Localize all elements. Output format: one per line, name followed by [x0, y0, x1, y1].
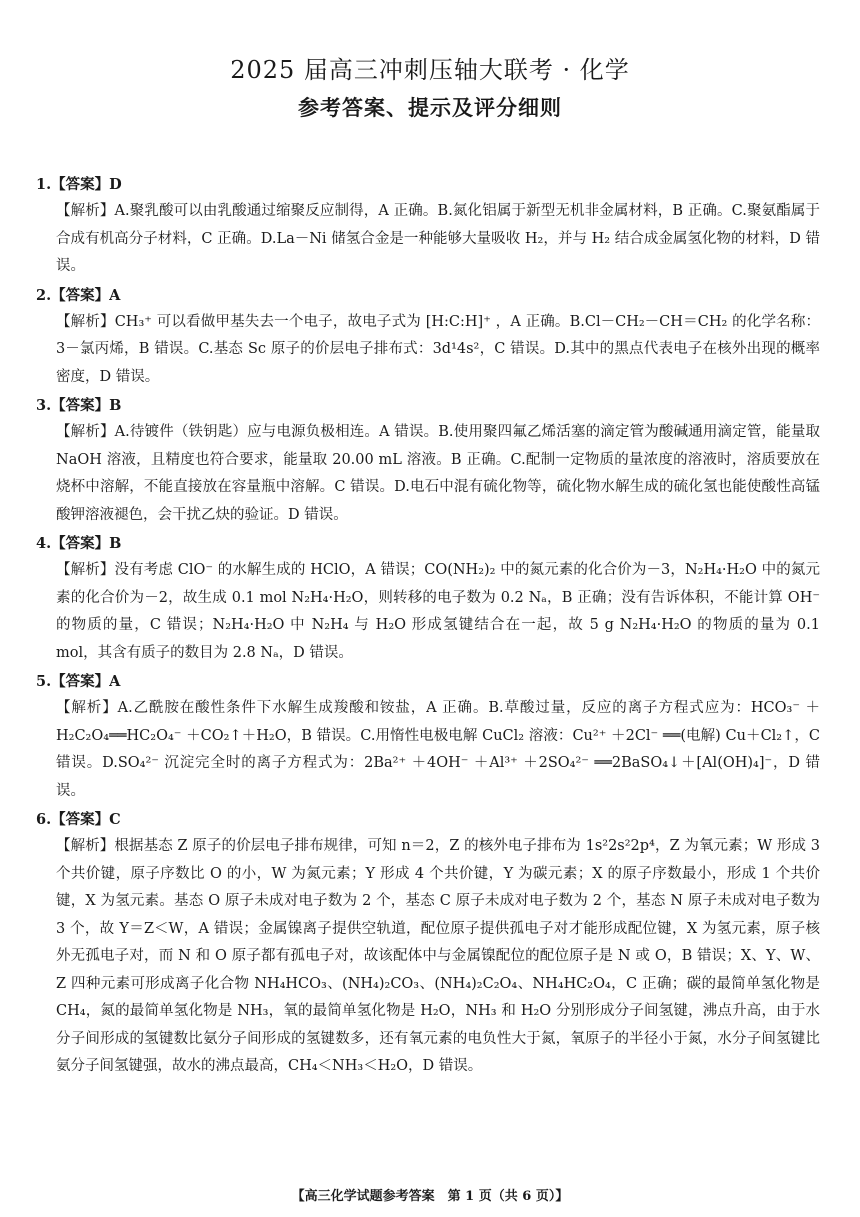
page-title: 2025 届高三冲刺压轴大联考 · 化学: [230, 56, 630, 84]
explanation-4: 【解析】没有考虑 ClO⁻ 的水解生成的 HClO，A 错误；CO(NH₂)₂ 中的氮元素的化合价为－3，N₂H₄·H₂O 中的氮元素的化合价为－2，故生成 0.1 mol N₂H₄·H₂O，则转移的电子数为 0.2 Nₐ，B 正确；没有告诉体积，不能计算 OH⁻ 的物质的量，C 错误；N₂H₄·H₂O 中 N₂H₄ 与 H₂O 形成氢键结合在一起，故 5 g N₂H₄·H₂O 的物质的量为 0.1 mol，其含有质子的数目为 2.8 Nₐ，D 错误。: [56, 562, 820, 661]
answer-4: 4.【答案】B: [36, 535, 122, 552]
explanation-5: 【解析】A.乙酰胺在酸性条件下水解生成羧酸和铵盐，A 正确。B.草酸过量，反应的离子方程式应为：HCO₃⁻ ＋ H₂C₂O₄══HC₂O₄⁻ ＋CO₂↑＋H₂O，B 错误。C.用惰性电极电解 CuCl₂ 溶液：Cu²⁺ ＋2Cl⁻ ══(电解) Cu＋Cl₂↑，C 错误。D.SO₄²⁻ 沉淀完全时的离子方程式为：2Ba²⁺ ＋4OH⁻ ＋Al³⁺ ＋2SO₄²⁻ ══2BaSO₄↓＋[Al(OH)₄]⁻，D 错误。: [56, 700, 820, 799]
answer-list: [36, 170, 820, 1081]
explanation-6: 【解析】根据基态 Z 原子的价层电子排布规律，可知 n＝2，Z 的核外电子排布为 1s²2s²2p⁴，Z 为氧元素；W 形成 3 个共价键，原子序数比 O 的小，W 为氮元素；Y 形成 4 个共价键，Y 为碳元素；X 的原子序数最小，形成 1 个共价键，X 为氢元素。基态 O 原子未成对电子数为 2 个，基态 C 原子未成对电子数为 2 个，基态 N 原子未成对电子数为 3 个，故 Y＝Z＜W，A 错误；金属镍离子提供空轨道，配位原子提供孤电子对才能形成配位键，X 为氢元素，原子核外无孤电子对，而 N 和 O 原子都有孤电子对，故该配体中与金属镍配位的配位原子是 N 或 O，B 错误；X、Y、W、Z 四种元素可形成离子化合物 NH₄HCO₃、(NH₄)₂CO₃、(NH₄)₂C₂O₄、NH₄HC₂O₄，C 正确；碳的最简单氢化物是 CH₄，氮的最简单氢化物是 NH₃，氧的最简单氢化物是 H₂O，NH₃ 和 H₂O 分别形成分子间氢键，沸点升高，由于水分子间形成的氢键数比氨分子间形成的氢键数多，还有氧元素的电负性大于氮，氧原子的半径小于氮，水分子间氢键比氨分子间氢键强，故水的沸点最高，CH₄＜NH₃＜H₂O，D 错误。: [56, 838, 820, 1074]
explanation-1: 【解析】A.聚乳酸可以由乳酸通过缩聚反应制得，A 正确。B.氮化铝属于新型无机非金属材料，B 正确。C.聚氨酯属于合成有机高分子材料，C 正确。D.La－Ni 储氢合金是一种能够大量吸收 H₂，并与 H₂ 结合成金属氢化物的材料，D 错误。: [56, 203, 820, 274]
explanation-3: 【解析】A.待镀件（铁钥匙）应与电源负极相连。A 错误。B.使用聚四氟乙烯活塞的滴定管为酸碱通用滴定管，能量取 NaOH 溶液，且精度也符合要求，能量取 20.00 mL 溶液。B 正确。C.配制一定物质的量浓度的溶液时，溶质要放在烧杯中溶解，不能直接放在容量瓶中溶解。C 错误。D.电石中混有硫化物等，硫化物水解生成的硫化氢也能使酸性高锰酸钾溶液褪色，会干扰乙炔的验证。D 错误。: [56, 424, 820, 523]
answer-2: 2.【答案】A: [36, 286, 121, 304]
explanation-2: 【解析】CH₃⁺ 可以看做甲基失去一个电子，故电子式为 [H:C:H]⁺ ，A 正确。B.Cl－CH₂－CH＝CH₂ 的化学名称：3－氯丙烯，B 错误。C.基态 Sc 原子的价层电子排布式：3d¹4s²，C 错误。D.其中的黑点代表电子在核外出现的概率密度，D 错误。: [56, 313, 820, 385]
answer-1: 1.【答案】D: [36, 176, 122, 193]
answer-5: 5.【答案】A: [36, 673, 121, 690]
answer-3: 3.【答案】B: [36, 397, 122, 414]
answer-6: 6.【答案】C: [36, 811, 121, 828]
page-footer: 【高三化学试题参考答案 第 1 页（共 6 页）】: [291, 1189, 569, 1204]
page-subtitle: 参考答案、提示及评分细则: [298, 95, 562, 120]
